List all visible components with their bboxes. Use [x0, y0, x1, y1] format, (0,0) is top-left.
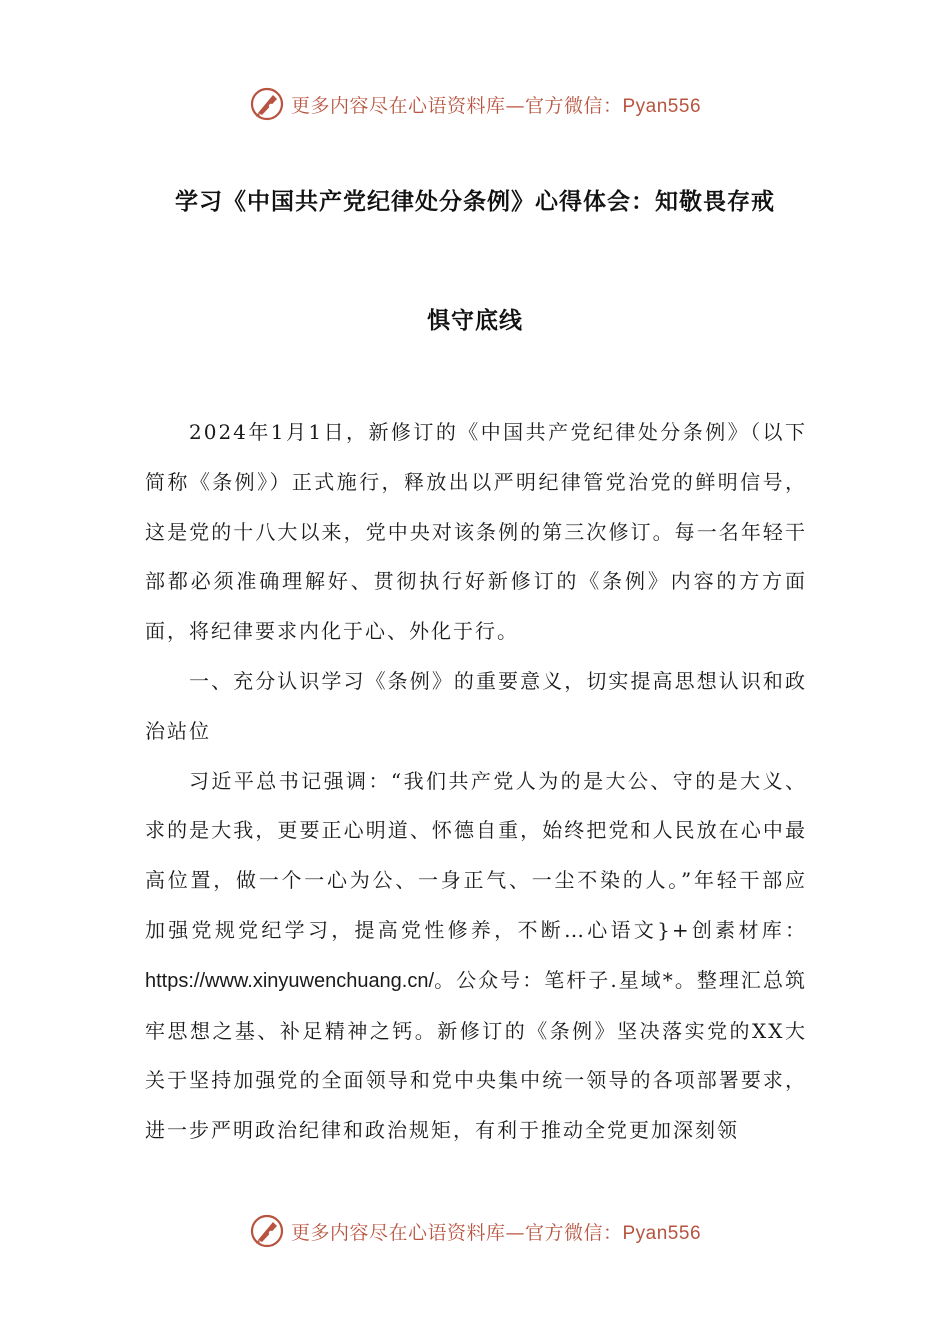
pen-logo-icon — [249, 86, 285, 122]
banner-prefix: 更多内容尽在心语资料库—官方微信： — [290, 94, 623, 117]
document-title-line-1: 学习《中国共产党纪律处分条例》心得体会：知敬畏存戒 — [175, 188, 775, 215]
paragraph-quote-text-b: 。公众号：笔杆子.星域*。整理汇总筑牢思想之基、补足精神之钙。新修订的《条例》坚决落实党的XX大关于坚持加强党的全面领导和党中央集中统一领导的各项部署要求，进一步严明政治纪律和政治规矩，有利于推动全党更加深刻领 — [145, 967, 807, 1143]
banner-text — [291, 1218, 701, 1245]
pen-logo-icon — [249, 1213, 285, 1249]
footer-watermark-banner — [0, 1209, 950, 1253]
banner-text — [291, 91, 701, 118]
banner-wechat-id: Pyan556 — [622, 95, 702, 117]
source-url-link[interactable]: https://www.xinyuwenchuang.cn/ — [145, 969, 435, 992]
document-title-line-2: 惧守底线 — [427, 307, 523, 334]
paragraph-quote — [145, 757, 807, 1156]
header-watermark-banner — [0, 82, 950, 126]
paragraph-intro: 2024年1月1日，新修订的《中国共产党纪律处分条例》（以下简称《条例》）正式施行，释放出以严明纪律管党治党的鲜明信号，这是党的十八大以来，党中央对该条例的第三次修订。每一名年轻干部都必须准确理解好、贯彻执行好新修订的《条例》内容的方方面面，将纪律要求内化于心、外化于行。 — [145, 420, 807, 644]
document-body — [145, 408, 807, 1156]
banner-wechat-id: Pyan556 — [622, 1222, 702, 1244]
paragraph-section-heading: 一、充分认识学习《条例》的重要意义，切实提高思想认识和政治站位 — [145, 668, 807, 743]
banner-prefix: 更多内容尽在心语资料库—官方微信： — [290, 1221, 623, 1244]
paragraph-quote-text-a: 习近平总书记强调：“我们共产党人为的是大公、守的是大义、求的是大我，更要正心明道、怀德自重，始终把党和人民放在心中最高位置，做一个一心为公、一身正气、一尘不染的人。”年轻干部应加强党规党纪学习，提高党性修养，不断…心语文}+创素材库： — [145, 768, 807, 942]
